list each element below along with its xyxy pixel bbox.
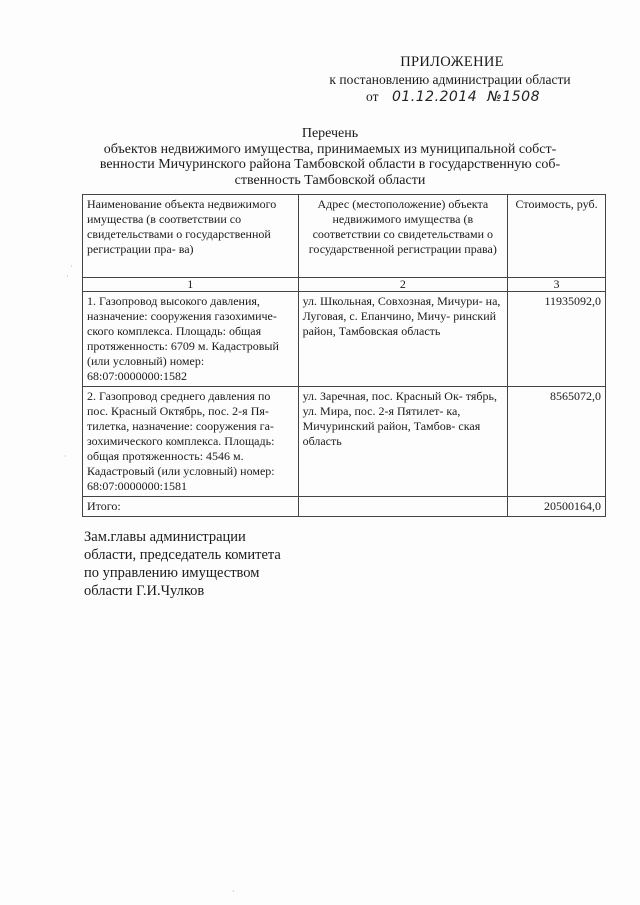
appendix-subtitle: к постановлению администрации области [329,72,571,87]
scan-speck: · [70,262,73,271]
signature-line-1: Зам.главы администрации [84,529,246,545]
table-header-row [83,195,606,278]
column-number-row [83,278,606,292]
property-table [82,194,606,517]
cell-cost: 11935092,0 [508,292,606,387]
scan-speck: · [64,452,67,461]
heading-line-3: венности Мичуринского района Тамбовской области в государственную соб- [99,157,561,172]
table-total-row [83,497,606,517]
column-header-cost: Стоимость, руб. [508,195,606,278]
scan-speck: · [66,272,69,281]
heading-line-2: объектов недвижимого имущества, принимаемых из муниципальной собст- [103,141,557,157]
signature-line-2: области, председатель комитета [84,547,281,563]
column-header-name: Наименование объекта недвижимого имущества (в соответствии со свидетельствами о государственной регистрации пра- ва) [83,195,299,278]
column-number: 1 [83,278,299,292]
handwritten-number: №1508 [487,89,540,105]
appendix-title: ПРИЛОЖЕНИЕ [400,54,504,70]
column-header-address: Адрес (местоположение) объекта недвижимого имущества (в соответствии со свидетельствами о государственной регистрации права) [298,195,508,278]
table-row [83,387,606,497]
handwritten-date: 01.12.2014 [391,89,478,105]
signature-line-3: по управлению имуществом [84,565,260,581]
column-number: 2 [298,278,508,292]
document-heading [60,126,600,188]
cell-address: ул. Заречная, пос. Красный Ок- тябрь, ул. Мира, пос. 2-я Пятилет- ка, Мичуринский район, Тамбов- ская область [298,387,508,497]
appendix-date-line [366,89,540,105]
table-row [83,292,606,387]
heading-line-1: Перечень [301,126,359,141]
date-prefix: от [366,89,379,104]
total-label: Итого: [83,497,299,517]
total-value: 20500164,0 [508,497,606,517]
cell-cost: 8565072,0 [508,387,606,497]
cell-address: ул. Школьная, Совхозная, Мичури- на, Луговая, с. Епанчино, Мичу- ринский район, Тамбовская область [298,292,508,387]
signature-line-4: области Г.И.Чулков [84,583,205,599]
heading-line-4: ственность Тамбовской области [234,172,426,188]
cell-name: 1. Газопровод высокого давления, назначение: сооружения газохимиче- ского комплекса. Площадь: общая протяженность: 6709 м. Кадастровый (или условный) номер: 68:07:0000000:1582 [83,292,299,387]
cell-name: 2. Газопровод среднего давления по пос. Красный Октябрь, пос. 2-я Пя- тилетка, назначение: сооружения га- зохимического комплекса. Площадь: общая протяженность: 4546 м. Кадастровый (или условный) номер: 68:07:0000000:1581 [83,387,299,497]
scan-speck: · [232,887,235,896]
signature-block [84,528,344,600]
empty-cell [298,497,508,517]
column-number: 3 [508,278,606,292]
